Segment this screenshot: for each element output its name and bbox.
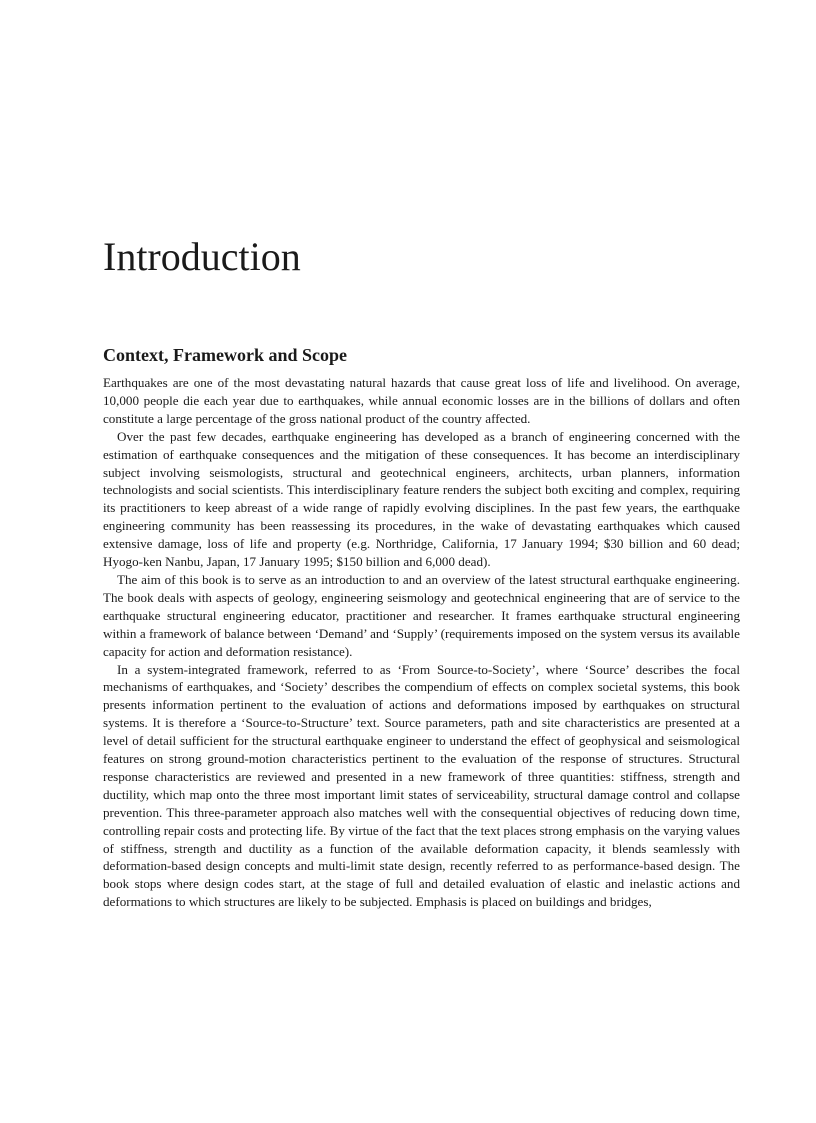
paragraph: Earthquakes are one of the most devastating natural hazards that cause great loss of life and livelihood. On average, 10,000 people die each year due to earthquakes, while annual economic losses are in the billions of dollars and often constitute a large percentage of the gross national product of the country affected. [103, 375, 740, 426]
chapter-title: Introduction [103, 234, 301, 279]
paragraph: In a system-integrated framework, referred to as ‘From Source-to-Society’, where ‘Source’ describes the focal mechanisms of earthquakes, and ‘Society’ describes the compendium of effects on complex societal systems, this book presents information pertinent to the evaluation of actions and deformations imposed by earthquakes on structural systems. It is therefore a ‘Source-to-Structure’ text. Source parameters, path and site characteristics are presented at a level of detail sufficient for the structural earthquake engineer to understand the effect of geophysical and seismological features on strong ground-motion characteristics pertinent to the evaluation of the response of structures. Structural response characteristics are reviewed and presented in a new framework of three quantities: stiffness, strength and ductility, which map onto the three most important limit states of serviceability, structural damage control and collapse prevention. This three-parameter approach also matches well with the consequential objectives of reducing down time, controlling repair costs and protecting life. By virtue of the fact that the text places strong emphasis on the varying values of stiffness, strength and ductility as a function of the available deformation capacity, it blends seamlessly with deformation-based design concepts and multi-limit state design, recently referred to as performance-based design. The book stops where design codes start, at the stage of full and detailed evaluation of elastic and inelastic actions and deformations to which structures are likely to be subjected. Emphasis is placed on buildings and bridges, [103, 661, 740, 910]
body-text [103, 374, 740, 911]
paragraph: The aim of this book is to serve as an introduction to and an overview of the latest structural earthquake engineering. The book deals with aspects of geology, engineering seismology and geotechnical engineering that are of service to the earthquake structural engineering educator, practitioner and researcher. It frames earthquake structural engineering within a framework of balance between ‘Demand’ and ‘Supply’ (requirements imposed on the system versus its available capacity for action and deformation resistance). [103, 571, 740, 659]
paragraph: Over the past few decades, earthquake engineering has developed as a branch of engineering concerned with the estimation of earthquake consequences and the mitigation of these consequences. It has become an interdisciplinary subject involving seismologists, structural and geotechnical engineers, architects, urban planners, information technologists and social scientists. This interdisciplinary feature renders the subject both exciting and complex, requiring its practitioners to keep abreast of a wide range of rapidly evolving disciplines. In the past few years, the earthquake engineering community has been reassessing its procedures, in the wake of devastating earthquakes which caused extensive damage, loss of life and property (e.g. Northridge, California, 17 January 1994; $30 billion and 60 dead; Hyogo-ken Nanbu, Japan, 17 January 1995; $150 billion and 6,000 dead). [103, 428, 740, 570]
section-heading: Context, Framework and Scope [103, 345, 347, 365]
